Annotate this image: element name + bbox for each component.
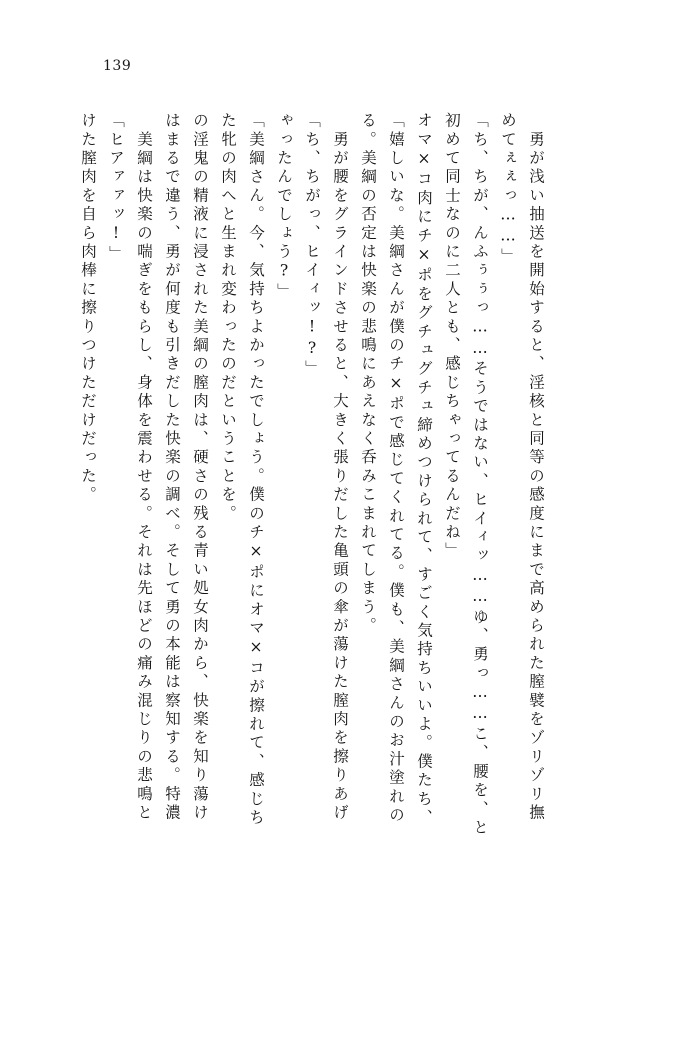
text-column: 「ヒアァァッ!」 [107, 112, 125, 265]
text-column: 勇が腰をグラインドさせると、大きく張りだした亀頭の傘が蕩けた膣肉を擦りあげ [331, 112, 349, 823]
text-column: 「美綱さん。今、気持ちよかったでしょう。僕のチ×ポにオマ×コが擦れて、感じち [247, 112, 265, 828]
text-column: 初めて同士なのに二人とも、感じちゃってるんだね」 [443, 112, 461, 561]
text-column: た牝の肉へと生まれ変わったのだということを。 [219, 112, 237, 524]
text-column: の淫鬼の精液に浸された美綱の膣肉は、硬さの残る青い処女肉から、快楽を知り蕩け [191, 112, 209, 823]
text-column: めてぇぇっ……」 [499, 112, 517, 267]
text-column: オマ×コ肉にチ×ポをグチュグチュ締めつけられて、すごく気持ちいいよ。僕たち、 [415, 112, 433, 828]
page-number: 139 [103, 58, 132, 74]
text-column: 勇が浅い抽送を開始すると、淫核と同等の感度にまで高められた膣襞をゾリゾリ撫 [527, 112, 545, 823]
text-column: る。美綱の否定は快楽の悲鳴にあえなく呑みこまれてしまう。 [359, 112, 377, 636]
text-column: 「嬉しいな。美綱さんが僕のチ×ポで感じてくれてる。僕も、美綱さんのお汁塗れの [387, 112, 405, 826]
text-column: はまるで違う、勇が何度も引きだした快楽の調べ。そして勇の本能は察知する。特濃 [163, 112, 181, 823]
text-column: 「ち、ちがっ、ヒイィッ!?」 [303, 112, 321, 379]
vertical-text-body [67, 112, 637, 992]
text-column: 「ち、ちが、んふぅぅっ……そうではない、ヒイィッ……ゆ、勇っ……こ、腰を、と [471, 112, 489, 838]
text-column: ゃったんでしょう?」 [275, 112, 293, 302]
text-column: 美綱は快楽の喘ぎをもらし、身体を震わせる。それは先ほどの痛み混じりの悲鳴と [135, 112, 153, 823]
text-column: けた膣肉を自ら肉棒に擦りつけただけだった。 [79, 112, 97, 505]
